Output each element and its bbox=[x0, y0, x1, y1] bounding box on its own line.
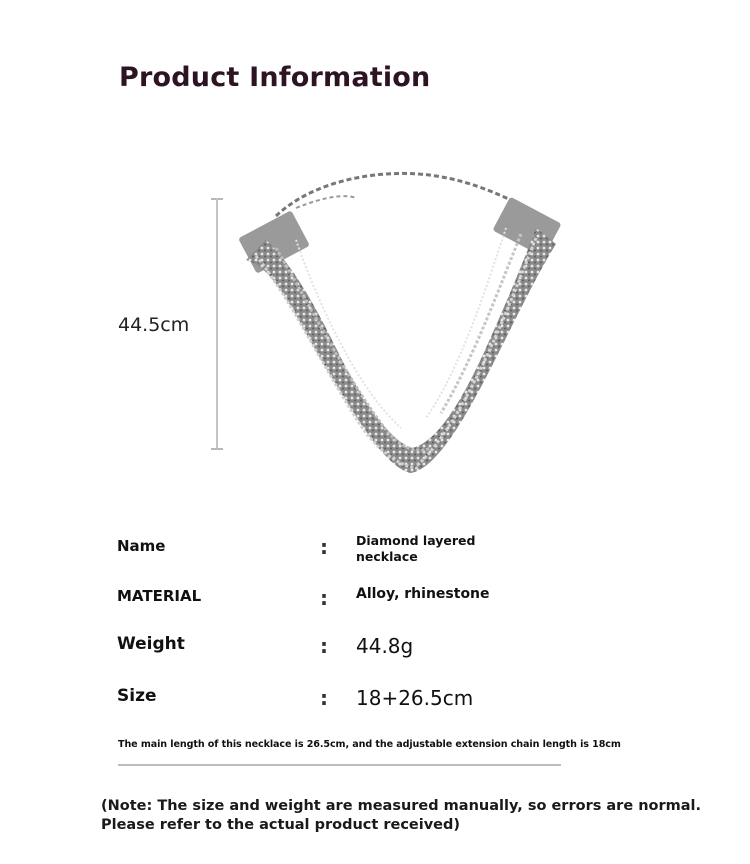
spec-colon: : bbox=[320, 586, 328, 610]
spec-colon: : bbox=[320, 634, 328, 658]
spec-value-name: Diamond layered necklace bbox=[356, 533, 476, 564]
spec-label-material: MATERIAL bbox=[117, 587, 202, 605]
divider bbox=[118, 764, 561, 766]
necklace-image bbox=[236, 168, 566, 480]
spec-value-size: 18+26.5cm bbox=[356, 686, 474, 710]
spec-label-size: Size bbox=[117, 686, 157, 706]
spec-colon: : bbox=[320, 535, 328, 559]
measurement-note: (Note: The size and weight are measured manually, so errors are normal. Please refer to the actual product received) bbox=[101, 798, 702, 833]
length-details: The main length of this necklace is 26.5cm, and the adjustable extension chain length is 18cm bbox=[118, 739, 621, 750]
spec-value-material: Alloy, rhinestone bbox=[356, 586, 490, 602]
measure-cap-bottom bbox=[211, 448, 223, 450]
spec-colon: : bbox=[320, 686, 328, 710]
spec-value-weight: 44.8g bbox=[356, 634, 414, 658]
measurement-label: 44.5cm bbox=[118, 314, 190, 336]
spec-label-name: Name bbox=[117, 537, 166, 555]
spec-label-weight: Weight bbox=[117, 634, 185, 654]
page-title: Product Information bbox=[119, 62, 431, 93]
length-measure-bar bbox=[207, 198, 227, 450]
measure-line bbox=[216, 198, 218, 450]
